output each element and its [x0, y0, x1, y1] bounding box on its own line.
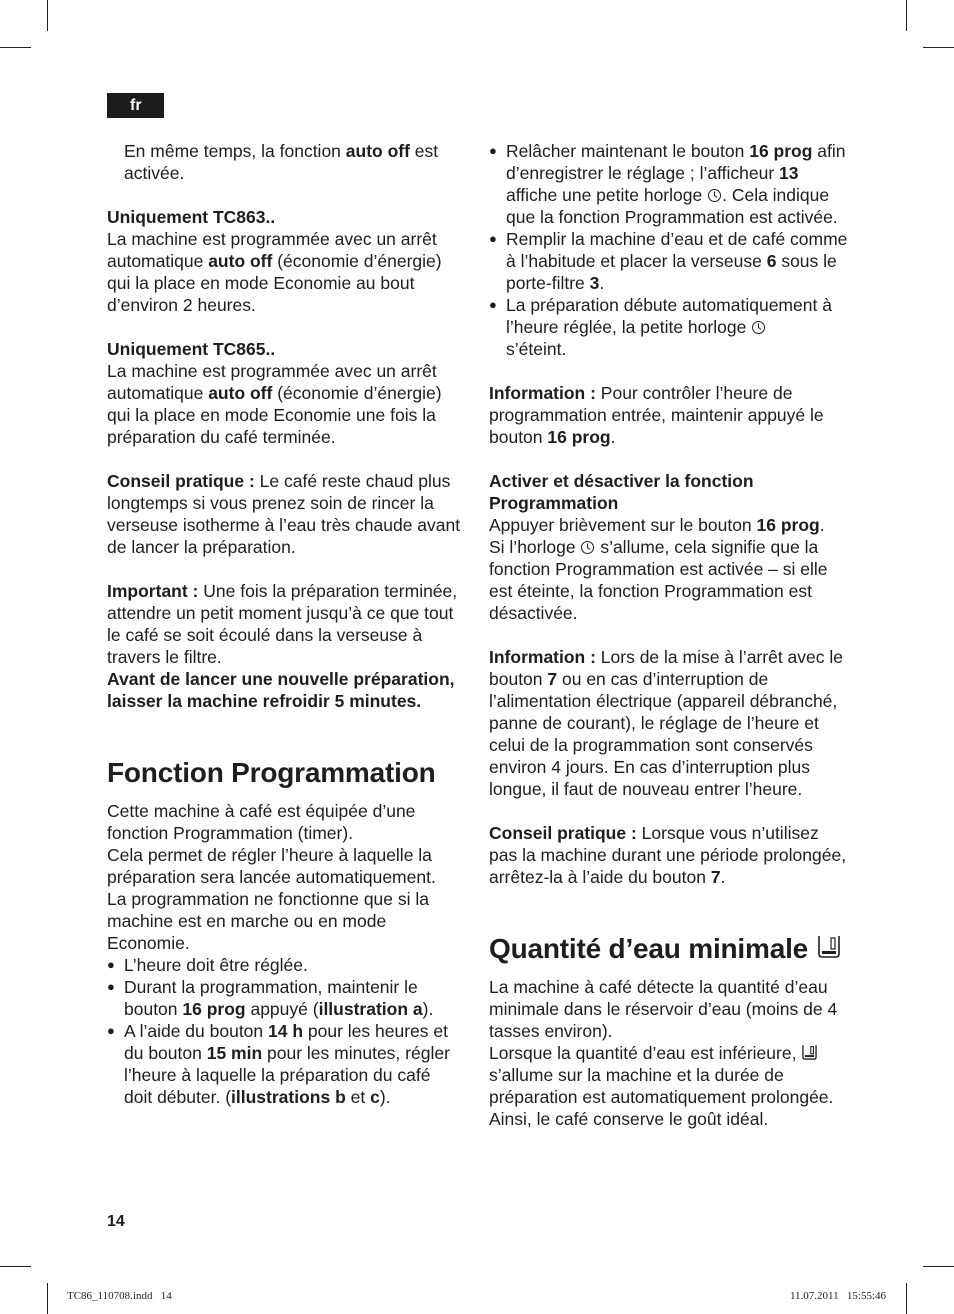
list-item: ● Durant la programmation, maintenir le bouton 16 prog appuyé (illustration a). [107, 976, 461, 1020]
list-item: ● A l’aide du bouton 14 h pour les heures et du bouton 15 min pour les minutes, régler l’heure à laquelle la préparation du café doit débuter. (illustrations b et c). [107, 1020, 461, 1108]
conseil-pratique-1: Conseil pratique : Le café reste chaud plus longtemps si vous prenez soin de rincer la verseuse isotherme à l’eau très chaude avant de lancer la préparation. [107, 471, 461, 557]
footer-file-slug: TC86_110708.indd 14 [67, 1290, 172, 1302]
eau-paragraph-2: Lorsque la quantité d’eau est inférieure, s’allume sur la machine et la durée de préparation est automatiquement prolongée. [489, 1043, 834, 1107]
footer-timestamp: 11.07.2011 15:55:46 [789, 1290, 886, 1302]
page-number: 14 [107, 1213, 125, 1230]
tc863-heading: Uniquement TC863.. [107, 207, 276, 227]
tc863-section: Uniquement TC863.. La machine est programmée avec un arrêt automatique auto off (économie d’énergie) qui la place en mode Economie au bout d’environ 2 heures. [107, 207, 442, 315]
section-heading-eau-minimale: Quantité d’eau minimale [489, 932, 851, 966]
crop-mark [47, 1283, 48, 1314]
list-item: ● L’heure doit être réglée. [107, 954, 461, 976]
water-level-icon [801, 1044, 818, 1061]
crop-mark [0, 47, 31, 48]
list-item: ● La préparation débute automatiquement à l’heure réglée, la petite horloge s’éteint. [489, 294, 851, 360]
information-1: Information : Pour contrôler l’heure de programmation entrée, maintenir appuyé le bouton 16 prog. [489, 383, 824, 447]
important-note: Important : Une fois la préparation terminée, attendre un petit moment jusqu’à ce que tout le café se soit écoulé dans la verseuse à travers le filtre. Avant de lancer une nouvelle préparation, laisser la machine refroidir 5 minutes. [107, 581, 458, 711]
tc865-section: Uniquement TC865.. La machine est programmée avec un arrêt automatique auto off (économie d’énergie) qui la place en mode Economie une fois la préparation du café terminée. [107, 339, 442, 447]
crop-mark [0, 1266, 31, 1267]
activation-section: Activer et désactiver la fonction Programmation Appuyer brièvement sur le bouton 16 prog. Si l’horloge s’allume, cela signifie que la fonction Programmation est activée – si elle est éteinte, la fonction Programmation est désactivée. [489, 471, 828, 623]
tc865-heading: Uniquement TC865.. [107, 339, 276, 359]
eau-paragraph-1: La machine à café détecte la quantité d’eau minimale dans le réservoir d’eau (moins de 4 tasses environ). [489, 977, 838, 1041]
list-item: ● Remplir la machine d’eau et de café comme à l’habitude et placer la verseuse 6 sous le porte-filtre 3. [489, 228, 851, 294]
eau-paragraph-3: Ainsi, le café conserve le goût idéal. [489, 1109, 769, 1129]
crop-mark [906, 1283, 907, 1314]
important-warning: Avant de lancer une nouvelle préparation, laisser la machine refroidir 5 minutes. [107, 669, 455, 711]
section-heading-programmation: Fonction Programmation [107, 757, 436, 788]
list-item: ● Relâcher maintenant le bouton 16 prog afin d’enregistrer le réglage ; l’afficheur 13 affiche une petite horloge . Cela indique que la fonction Programmation est activée. [489, 140, 851, 228]
auto-off-note: En même temps, la fonction auto off est activée. [124, 141, 439, 183]
intro-paragraph: Cette machine à café est équipée d’une fonction Programmation (timer). [107, 801, 416, 843]
language-tab: fr [107, 93, 164, 118]
information-2: Information : Lors de la mise à l’arrêt avec le bouton 7 ou en cas d’interruption de l’alimentation électrique (appareil débranché, panne de courant), le réglage de l’heure et celui de la programmation sont conservés environ 4 jours. En cas d’interruption plus longue, il faut de nouveau entrer l’heure. [489, 647, 843, 799]
intro-paragraph-3: La programmation ne fonctionne que si la machine est en marche ou en mode Economie. [107, 889, 430, 953]
crop-mark [47, 0, 48, 31]
crop-mark [923, 1266, 954, 1267]
intro-paragraph-2: Cela permet de régler l’heure à laquelle la préparation sera lancée automatiquement. [107, 845, 436, 887]
conseil-pratique-2: Conseil pratique : Lorsque vous n’utilisez pas la machine durant une période prolongée, arrêtez-la à l’aide du bouton 7. [489, 823, 847, 887]
clock-icon [751, 320, 766, 335]
water-level-icon [816, 934, 842, 960]
left-column [107, 140, 461, 1108]
right-column [489, 140, 851, 1130]
clock-icon [580, 540, 595, 555]
activation-heading: Activer et désactiver la fonction Programmation [489, 471, 754, 513]
clock-icon [707, 188, 722, 203]
crop-mark [906, 0, 907, 31]
crop-mark [923, 47, 954, 48]
